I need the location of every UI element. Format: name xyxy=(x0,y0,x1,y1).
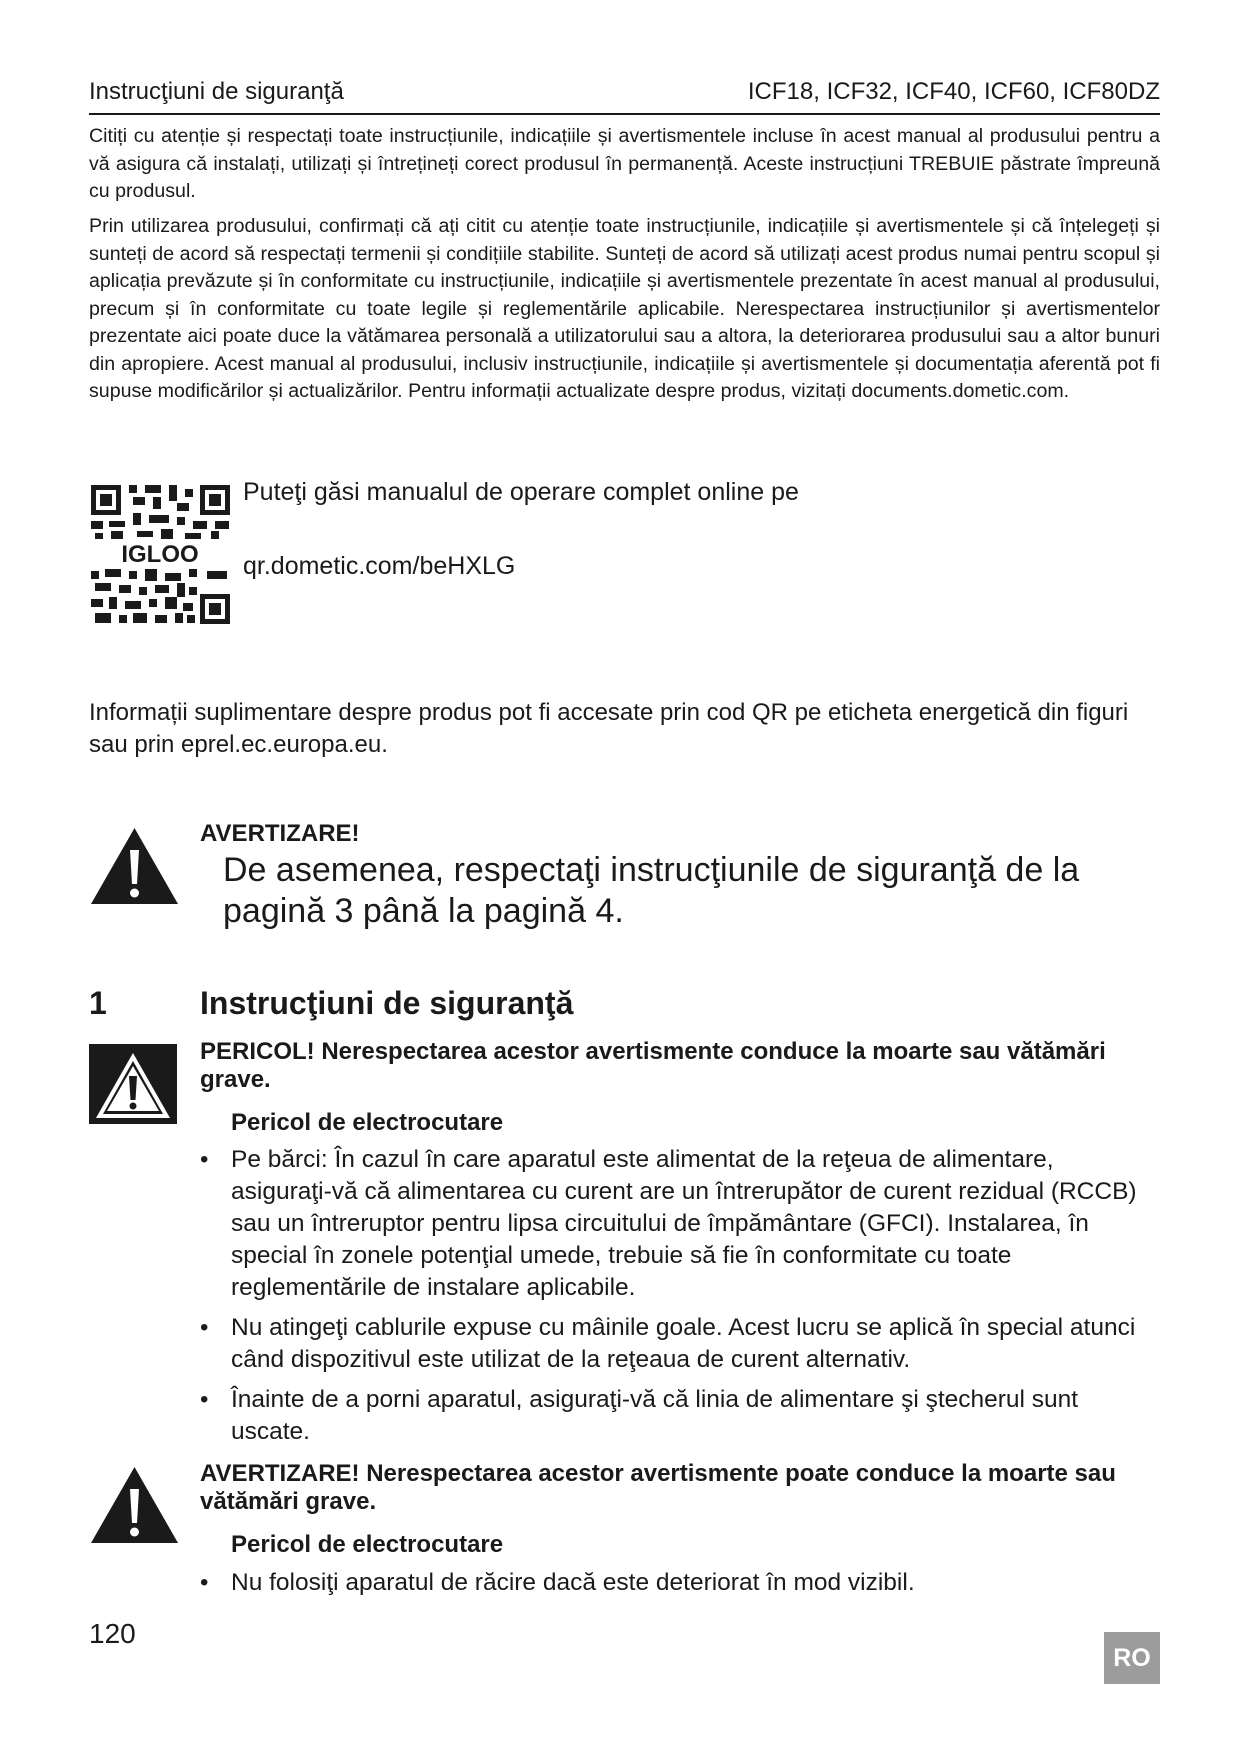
intro-paragraph-1: Citiți cu atenție și respectați toate instrucțiunile, indicațiile și avertismentele incluse în acest manual al produsului pentru a vă asigura că instalați, utilizați și întrețineți corect produsul în permanență. Aceste instrucțiuni TREBUIE păstrate împreună cu produsul. xyxy=(89,125,1160,202)
list-item xyxy=(0,1567,1241,1599)
list-item-text: Nu atingeţi cablurile expuse cu mâinile goale. Acest lucru se aplică în special atunci când dispozitivul este utilizat de la reţeaua de curent alternativ. xyxy=(231,1314,1136,1373)
list-item-text: Pe bărci: În cazul în care aparatul este alimentat de la reţeua de alimentare, asiguraţi-vă că alimentarea cu curent are un întrerupător de curent rezidual (RCCB) sau un întreruptor pentru lipsa circuitului de împământare (GFCI). Instalarea, în special în zonele potenţial umede, trebuie să fie în conformitate cu toate reglementările de instalare aplicabile. xyxy=(231,1146,1137,1301)
manual-online-text: Puteţi găsi manualul de operare complet online pe xyxy=(243,478,799,506)
list-item-text: Înainte de a porni aparatul, asiguraţi-vă că linia de alimentare şi ştecherul sunt uscate. xyxy=(231,1386,1079,1445)
warning-triangle-icon xyxy=(89,1465,180,1545)
bullet-icon: • xyxy=(200,1146,209,1173)
danger-bullet-list xyxy=(0,1144,1241,1456)
danger-triangle-icon xyxy=(89,1044,177,1124)
list-item xyxy=(0,1312,1241,1376)
section-title: Instrucţiuni de siguranţă xyxy=(200,985,574,1021)
eprel-info-text: Informații suplimentare despre produs pot fi accesate prin cod QR pe eticheta energetică din figuri sau prin eprel.ec.europa.eu. xyxy=(89,699,1129,758)
warning-triangle-icon xyxy=(89,826,180,906)
danger-heading: PERICOL! Nerespectarea acestor avertismente conduce la moarte sau vătămări grave. xyxy=(200,1038,1106,1093)
header-divider xyxy=(89,113,1160,115)
section-number: 1 xyxy=(89,985,107,1021)
bullet-icon: • xyxy=(200,1386,209,1413)
bullet-icon: • xyxy=(200,1569,209,1596)
language-badge: RO xyxy=(1104,1632,1160,1684)
intro-paragraph-2: Prin utilizarea produsului, confirmați că ați citit cu atenție toate instrucțiunile, indicațiile și avertismentele și că înțelegeți și sunteți de acord să respectați termenii și condițiile stabilite. Sunteți de acord să utilizați acest produs numai pentru scopul și aplicația prevăzute și în conformitate cu instrucțiunile, indicațiile și avertismentele prezentate în acest manual al produsului, precum și în conformitate cu toate legile și reglementările aplicabile. Nerespectarea instrucțiunilor și avertismentelor prezentate aici poate duce la vătămarea personală a utilizatorului sau a altora, la deteriorarea produsului sau a altor bunuri din apropiere. Acest manual al produsului, inclusiv instrucțiunile, indicațiile și avertismentele și documentația aferentă pot fi supuse modificărilor și actualizărilor. Pentru informații actualizate despre produs, vizitați documents.dometic.com. xyxy=(89,215,1160,402)
list-item xyxy=(0,1384,1241,1448)
warning-subheading: Pericol de electrocutare xyxy=(231,1531,504,1558)
header-section-title: Instrucţiuni de siguranţă xyxy=(89,78,344,105)
page-number: 120 xyxy=(89,1618,136,1649)
list-item xyxy=(0,1144,1241,1304)
top-warning-text: De asemenea, respectaţi instrucţiunile de siguranţă de la pagină 3 până la pagină 4. xyxy=(223,851,1080,930)
warning-bullet-list xyxy=(0,1567,1241,1607)
list-item-text: Nu folosiţi aparatul de răcire dacă este deteriorat în mod vizibil. xyxy=(231,1569,915,1596)
qr-code-icon xyxy=(89,483,232,626)
manual-qr-url[interactable]: qr.dometic.com/beHXLG xyxy=(243,552,516,580)
top-warning-label: AVERTIZARE! xyxy=(200,820,360,847)
header-model-list: ICF18, ICF32, ICF40, ICF60, ICF80DZ xyxy=(747,78,1160,105)
warning-heading: AVERTIZARE! Nerespectarea acestor avertismente poate conduce la moarte sau vătămări grave. xyxy=(200,1460,1116,1515)
danger-subheading: Pericol de electrocutare xyxy=(231,1109,504,1136)
igloo-logo-text: IGLOO xyxy=(121,541,199,568)
bullet-icon: • xyxy=(200,1314,209,1341)
